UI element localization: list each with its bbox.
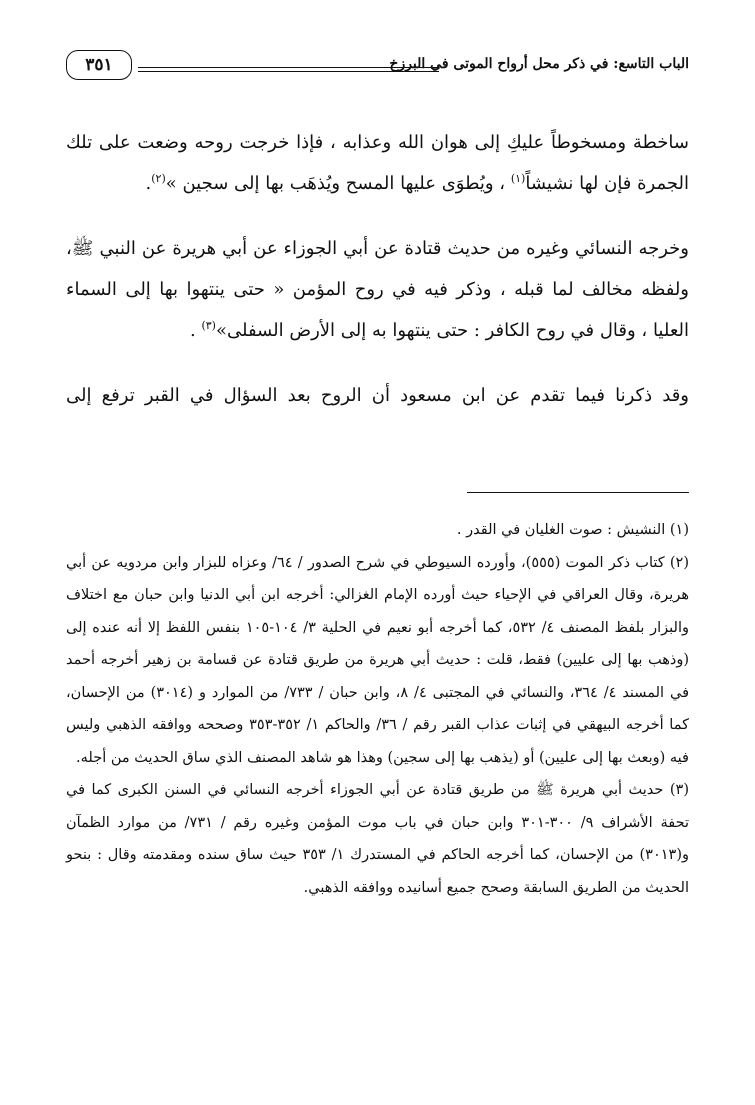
footnote-number: (١): [669, 522, 689, 538]
running-header: [66, 48, 689, 86]
footnote-text: النشيش : صوت الغليان في القدر .: [456, 522, 666, 538]
footnote-number: (٣): [669, 782, 689, 798]
paragraph-3: وقد ذكرنا فيما تقدم عن ابن مسعود أن الروح بعد السؤال في القبر ترفع إلى: [66, 385, 689, 406]
page-number: ٣٥١: [66, 50, 132, 80]
footnote-ref-1: (١): [510, 172, 526, 185]
footnote-ref-2: (٢): [151, 172, 166, 185]
chapter-title: الباب التاسع: في ذكر محل أرواح الموتى في البرزخ: [389, 56, 689, 72]
footnote-text: حديث أبي هريرة ﷺ من طريق قتادة عن أبي الجوزاء أخرجه النسائي في السنن الكبرى كما في تحفة الأشراف ٩/ ٣٠٠-٣٠١ وابن حبان في باب موت المؤمن وغيره رقم / ٧٣١/ من موارد الظمآن و(٣٠١٣) من الإحسان، كما أخرجه الحاكم في المستدرك ١/ ٣٥٣ حيث ساق سنده ومقدمته وقال : بنحو الحديث من الطريق السابقة وصحح جميع أسانيده ووافقه الذهبي.: [66, 782, 689, 896]
footnote-1: [66, 514, 689, 547]
footnote-text: كتاب ذكر الموت (٥٥٥)، وأورده السيوطي في شرح الصدور / ٦٤/ وعزاه للبزار وابن مردويه عن أبي هريرة، وقال العراقي في الإحياء حيث أورده الإمام الغزالي: أخرجه ابن أبي الدنيا وابن حبان مع اختلاف والبزار بلفظ المصنف ٤/ ٥٣٢، كما أخرجه أبو نعيم في الحلية ٣/ ١٠٤-١٠٥ بنفس اللفظ إلا أنه عنده إلى (وذهب بها إلى عليين) فقط، قلت : حديث أبي هريرة من طريق قتادة عن قسامة بن زهير أخرجه أحمد في المسند ٤/ ٣٦٤، والنسائي في المجتبى ٤/ ٨، وابن حبان / ٧٣٣/ من الموارد و (٣٠١٤) من الإحسان، كما أخرجه البيهقي في إثبات عذاب القبر رقم / ٣٦/ والحاكم ١/ ٣٥٢-٣٥٣ وصححه ووافقه الذهبي وليس فيه (وبعث بها إلى عليين) أو (يذهب بها إلى سجين) وهذا هو شاهد المصنف الذي ساق الحديث من أجله.: [66, 554, 690, 766]
footnotes: [66, 514, 689, 904]
footnote-2: [66, 547, 689, 775]
header-rule: [138, 67, 439, 72]
footnote-number: (٢): [669, 554, 689, 571]
footnote-ref-3: (٣): [201, 319, 216, 332]
footnote-separator: [467, 492, 689, 493]
paragraph-1: ساخطة ومسخوطاً عليكِ إلى هوان الله وعذابه ، فإذا خرجت روحه وضعت على تلك الجمرة فإن لها نشيشاً$^{(١)}$ ، ويُطوَى عليها المسح ويُذهَب بها إلى سجين »$^{(٢)}$.: [66, 132, 689, 194]
main-text: [66, 122, 689, 440]
footnote-3: [66, 774, 689, 904]
paragraph-2: وخرجه النسائي وغيره من حديث قتادة عن أبي الجوزاء عن أبي هريرة عن النبي ﷺ، ولفظه مخالف لما قبله ، وذكر فيه في روح المؤمن « حتى ينتهوا بها إلى السماء العليا ، وقال في روح الكافر : حتى ينتهوا به إلى الأرض السفلى»$^{(٣)}$ .: [66, 238, 689, 341]
